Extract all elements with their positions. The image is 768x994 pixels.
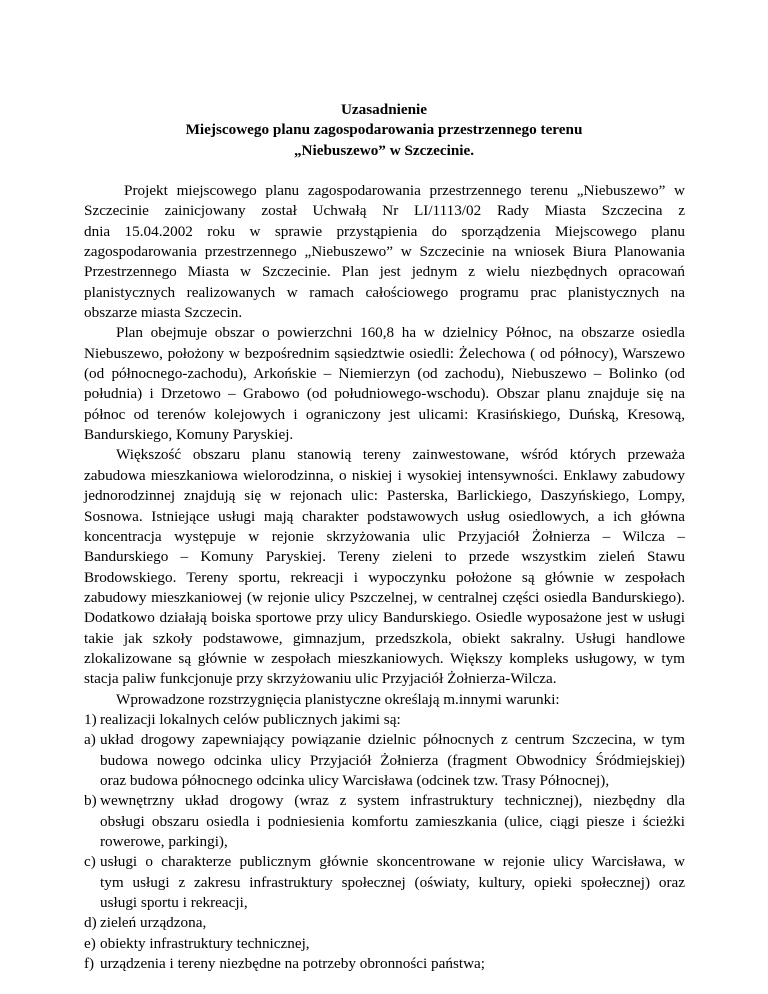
paragraph-line: stacja paliw funkcjonuje przy skrzyżowaniu ulic Przyjaciół Żołnierza-Wilcza.	[84, 670, 557, 688]
paragraph-line: północ od terenów kolejowych i ograniczony jest ulicami: Krasińskiego, Duńską, Kresową,	[84, 405, 685, 423]
list-item-line: układ drogowy zapewniający powiązanie dzielnic północnych z centrum Szczecina, w tym	[100, 731, 685, 749]
paragraph-line: Plan obejmuje obszar o powierzchni 160,8 ha w dzielnicy Północ, na obszarze osiedla	[116, 324, 685, 342]
paragraph-line: Niebuszewo, położony w bezpośrednim sąsiedztwie osiedli: Żelechowa ( od północy), Warszewo	[84, 344, 685, 362]
paragraph-line: zabudowa mieszkaniowa wielorodzinna, o niskiej i wysokiej intensywności. Enklawy zabudowy	[84, 466, 685, 484]
list-item-label: 1)	[84, 710, 97, 728]
paragraph	[84, 445, 685, 689]
list-intro: Wprowadzone rozstrzygnięcia planistyczne określają m.innymi warunki:	[116, 690, 560, 708]
list-item	[84, 730, 685, 791]
list-item	[84, 791, 685, 852]
list-item-label: e)	[84, 934, 96, 952]
list-item-label: c)	[84, 853, 96, 871]
document-title	[0, 100, 768, 161]
title-line-2: Miejscowego planu zagospodarowania przestrzennego terenu	[185, 121, 583, 139]
paragraph-line: takie jak szkoły podstawowe, gimnazjum, przedszkola, obiekt sakralny. Usługi handlowe	[84, 629, 685, 647]
paragraph-line: Brodowskiego. Tereny sportu, rekreacji i wypoczynku położone są głównie w zespołach	[84, 568, 685, 586]
list-item-line: oraz budowa północnego odcinka ulicy Warcisława (odcinek tzw. Trasy Północnej),	[100, 771, 610, 789]
paragraph-line: Szczecinie zainicjowany został Uchwałą Nr LI/1113/02 Rady Miasta Szczecina z	[84, 202, 685, 220]
paragraph-line: Sosnowa. Istniejące usługi mają charakter podstawowych usług osiedlowych, a ich główna	[84, 507, 685, 525]
list-item	[84, 954, 685, 974]
list-item-line: zieleń urządzona,	[100, 914, 207, 932]
paragraph-line: Bandurskiego, Komuny Paryskiej.	[84, 426, 294, 444]
paragraph-line: zlokalizowane są głównie w zespołach mieszkaniowych. Większy kompleks usługowy, w tym	[84, 649, 685, 667]
document-body	[84, 181, 685, 974]
title-line-3: „Niebuszewo” w Szczecinie.	[293, 141, 475, 159]
list-item-line: obiekty infrastruktury technicznej,	[100, 934, 310, 952]
paragraph	[84, 181, 685, 323]
title-line-1: Uzasadnienie	[340, 101, 428, 118]
list-item	[84, 710, 685, 730]
list-item-label: a)	[84, 731, 96, 749]
list-item-line: wewnętrzny układ drogowy (wraz z system infrastruktury technicznej), niezbędny dla	[100, 792, 685, 810]
paragraph-line: zagospodarowania przestrzennego „Niebuszewo” w Szczecinie na wniosek Biura Planowania	[84, 243, 685, 261]
list-item	[84, 934, 685, 954]
paragraph-line: planistycznych realizowanych w ramach całościowego programu prac planistycznych na	[84, 283, 685, 301]
list-item-label: f)	[84, 955, 95, 973]
paragraph-line: Bandurskiego – Komuny Paryskiej. Tereny zieleni to przede wszystkim zieleń Stawu	[84, 548, 685, 566]
paragraph-line: południa) i Drzetowo – Grabowo (od południowego-wschodu). Obszar planu znajduje się na	[84, 385, 685, 403]
paragraph-line: Przestrzennego Miasta w Szczecinie. Plan jest jednym z wielu niezbędnych opracowań	[84, 263, 685, 281]
paragraph-line: Większość obszaru planu stanowią tereny zainwestowane, wśród których przeważa	[116, 446, 685, 464]
paragraph	[84, 323, 685, 445]
paragraph-line: dnia 15.04.2002 roku w sprawie przystąpienia do sporządzenia Miejscowego planu	[84, 222, 685, 240]
list-item-line: rowerowe, parkingi),	[100, 833, 228, 850]
list-item-line: realizacji lokalnych celów publicznych jakimi są:	[100, 710, 401, 728]
list-item-line: usługi o charakterze publicznym głównie skoncentrowane w rejonie ulicy Warcisława, w	[100, 853, 685, 871]
list-item	[84, 913, 685, 933]
list-item-line: budowa nowego odcinka ulicy Przyjaciół Żołnierza (fragment Obwodnicy Śródmiejskiej)	[100, 751, 685, 769]
paragraph-line: obszarze miasta Szczecin.	[84, 304, 243, 322]
paragraph-line: zabudowy mieszkaniowej (w rejonie ulicy Pszczelnej, w centralnej części osiedla Bandurskiego).	[84, 588, 685, 606]
list-item	[84, 852, 685, 913]
paragraph-line: koncentracja występuje w rejonie skrzyżowania ulic Przyjaciół Żołnierza – Wilcza –	[84, 527, 685, 545]
paragraph-line: (od północnego-zachodu), Arkońskie – Niemierzyn (od zachodu), Niebuszewo – Bolinko (od	[84, 365, 685, 383]
paragraph-line: Projekt miejscowego planu zagospodarowania przestrzennego terenu „Niebuszewo” w	[124, 182, 685, 199]
list-item-label: d)	[84, 914, 97, 932]
list-item-label: b)	[84, 792, 97, 810]
paragraph-line: Dodatkowo działają boiska sportowe przy ulicy Bandurskiego. Osiedle wyposażone jest w usługi	[84, 609, 685, 627]
paragraph-line: jednorodzinnej znajdują się w rejonach ulic: Pasterska, Barlickiego, Daszyńskiego, Lompy,	[84, 487, 685, 505]
list-item-line: urządzenia i tereny niezbędne na potrzeby obronności państwa;	[100, 955, 486, 973]
list-item-line: obsługi obszaru osiedla i podniesienia komfortu zamieszkania (ulice, ciągi piesze i ścieżki	[100, 812, 685, 830]
list-item-line: tym usługi z zakresu infrastruktury społecznej (oświaty, kultury, opieki społecznej) oraz	[100, 873, 685, 891]
list-item-line: usługi sportu i rekreacji,	[100, 894, 248, 912]
